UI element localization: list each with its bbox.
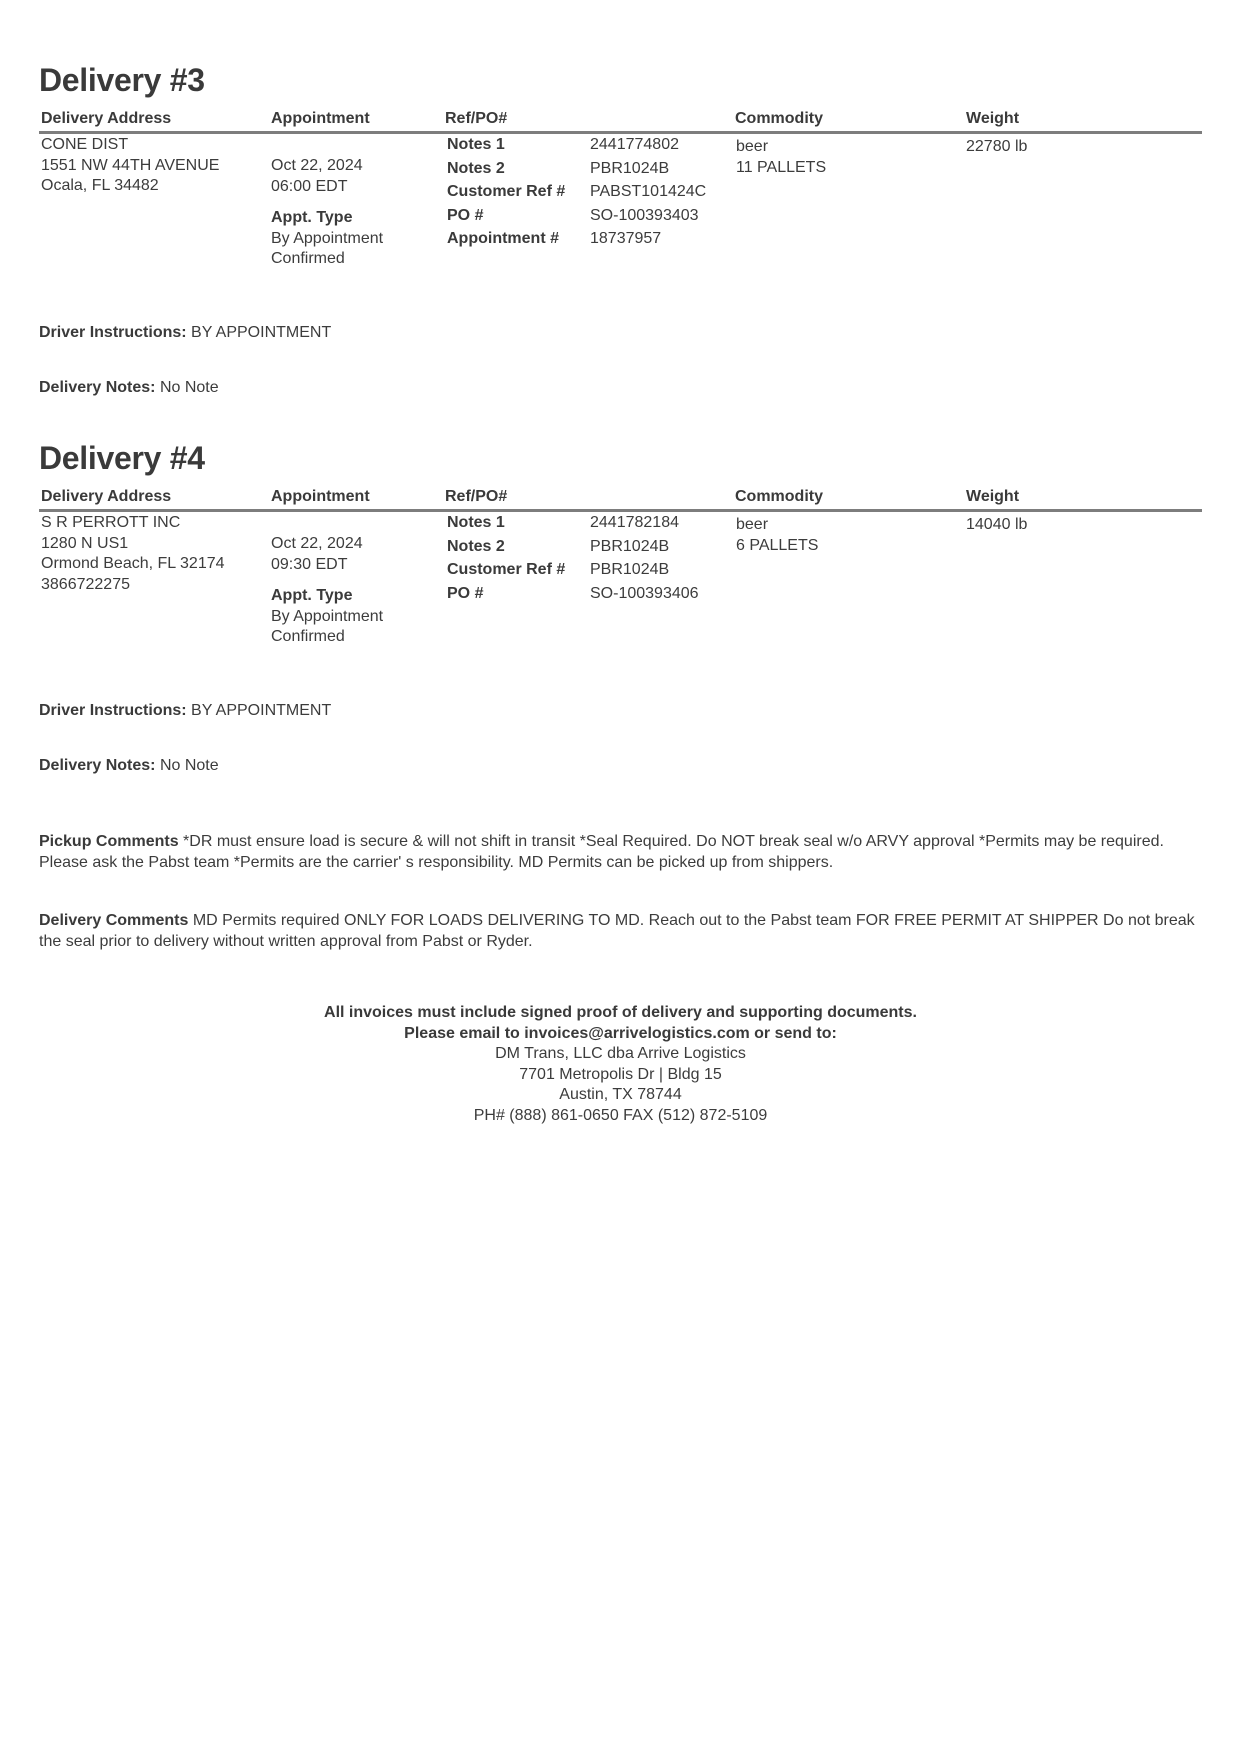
ref-value: PBR1024B [590,561,670,578]
appt-type-value: By Appointment [271,607,384,625]
ref-po-list [447,514,740,608]
driver-instructions-label: Driver Instructions: [39,324,187,341]
header-divider [39,131,1202,134]
delivery-notes [39,757,219,775]
delivery-comments-label: Delivery Comments [39,912,189,929]
header-appointment: Appointment [271,110,370,127]
ref-label: Notes 1 [447,136,505,153]
address-line: CONE DIST [41,136,129,153]
appointment-date: Oct 22, 2024 [271,157,363,174]
delivery-title: Delivery #4 [39,440,205,476]
appointment-time: 09:30 EDT [271,555,348,573]
ref-label: Notes 1 [447,514,505,531]
header-divider [39,509,1202,512]
appt-type-label: Appt. Type [271,209,353,226]
delivery-comments [39,911,1202,952]
header-commodity: Commodity [735,488,823,505]
address-line: 1551 NW 44TH AVENUE [41,156,220,174]
weight-value: 22780 lb [966,138,1028,155]
delivery-notes-value: No Note [159,757,219,774]
commodity-name: beer [736,516,769,533]
weight-value: 14040 lb [966,516,1028,533]
ref-label: PO # [447,584,484,602]
driver-instructions [39,702,331,720]
address-line: Ocala, FL 34482 [41,177,159,194]
ref-label: Notes 2 [447,537,505,555]
delivery-comments-text: MD Permits required ONLY FOR LOADS DELIVERING TO MD. Reach out to the Pabst team FOR FREE PERMIT AT SHIPPER Do not break the seal prior to delivery without written approval from Pabst or Ryder. [39,912,1195,950]
ref-label: Customer Ref # [447,183,566,200]
commodity-quantity: 11 PALLETS [736,158,827,176]
footer-phone-fax: PH# (888) 861-0650 FAX (512) 872-5109 [473,1106,768,1124]
address-line: 1280 N US1 [41,534,129,552]
address-line: 3866722275 [41,575,130,593]
footer-invoice-requirement: All invoices must include signed proof of delivery and supporting documents. [324,1004,917,1021]
appointment-info [271,156,383,270]
driver-instructions-label: Driver Instructions: [39,702,187,719]
commodity-info [736,515,818,556]
header-appointment: Appointment [271,488,370,505]
pickup-comments-text: *DR must ensure load is secure & will not shift in transit *Seal Required. Do NOT break seal w/o ARVY approval *Permits may be required. Please ask the Pabst team *Permits are the carrier' s responsibility. MD Permits can be picked up from shippers. [39,833,1164,871]
ref-label: Notes 2 [447,159,505,177]
pickup-comments [39,832,1202,873]
ref-value: 2441782184 [590,514,679,531]
driver-instructions-value: BY APPOINTMENT [191,702,332,719]
header-weight: Weight [966,110,1020,127]
header-ref-po: Ref/PO# [445,488,508,505]
header-delivery-address: Delivery Address [41,488,172,505]
ref-label: Customer Ref # [447,561,566,578]
ref-value: PBR1024B [590,159,670,177]
delivery-section-4 [39,378,1202,798]
footer-street-address: 7701 Metropolis Dr | Bldg 15 [519,1065,722,1083]
commodity-info [736,137,826,178]
address-line: Ormond Beach, FL 32174 [41,555,225,572]
header-delivery-address: Delivery Address [41,110,172,127]
delivery-section-3 [39,0,1202,420]
appt-type-value: By Appointment [271,229,384,247]
commodity-quantity: 6 PALLETS [736,536,819,554]
header-weight: Weight [966,488,1020,505]
ref-label: PO # [447,206,484,224]
footer-city-state: Austin, TX 78744 [559,1086,682,1103]
commodity-name: beer [736,138,769,155]
ref-value: 18737957 [590,230,662,247]
header-ref-po: Ref/PO# [445,110,508,127]
driver-instructions-value: BY APPOINTMENT [191,324,332,341]
appointment-info [271,534,383,648]
driver-instructions [39,324,331,342]
pickup-comments-label: Pickup Comments [39,833,179,850]
header-commodity: Commodity [735,110,823,127]
delivery-address [41,513,225,595]
footer-company-name: DM Trans, LLC dba Arrive Logistics [495,1045,746,1062]
appt-status: Confirmed [271,628,345,645]
delivery-title: Delivery #3 [39,62,205,98]
delivery-notes-label: Delivery Notes: [39,379,156,396]
invoice-footer [39,1003,1202,1126]
appt-status: Confirmed [271,250,345,267]
ref-value: SO-100393406 [590,584,699,602]
appointment-time: 06:00 EDT [271,177,348,195]
ref-po-list [447,136,740,254]
delivery-notes-value: No Note [159,379,219,396]
footer-email-instruction: Please email to invoices@arrivelogistics.com or send to: [404,1024,837,1042]
appt-type-label: Appt. Type [271,587,353,604]
ref-value: PBR1024B [590,537,670,555]
ref-value: PABST101424C [590,183,707,200]
ref-value: 2441774802 [590,136,679,153]
delivery-address [41,135,219,197]
appointment-date: Oct 22, 2024 [271,535,363,552]
ref-value: SO-100393403 [590,206,699,224]
address-line: S R PERROTT INC [41,514,181,531]
delivery-notes-label: Delivery Notes: [39,757,156,774]
ref-label: Appointment # [447,230,559,247]
